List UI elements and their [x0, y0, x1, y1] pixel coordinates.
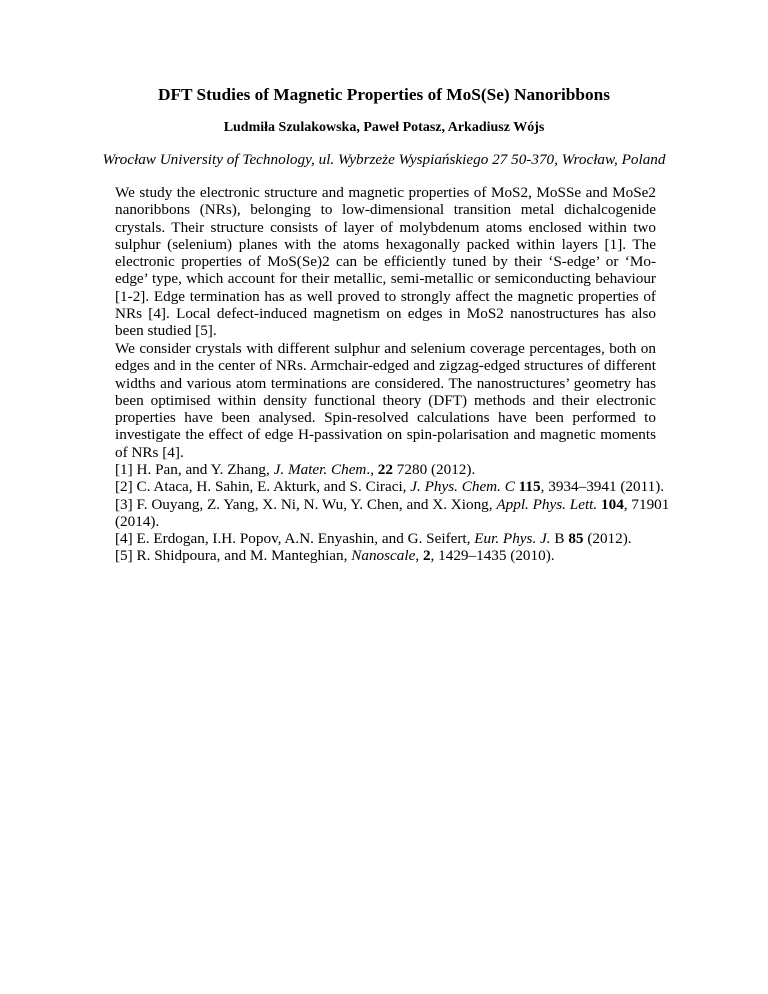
reference-volume: 22: [377, 461, 393, 478]
reference-item: [115, 496, 675, 531]
reference-authors: [2] C. Ataca, H. Sahin, E. Akturk, and S. Ciraci,: [115, 478, 411, 496]
reference-pages-year: , 3934–3941 (2011).: [540, 478, 665, 496]
reference-pages-year: 7280 (2012).: [392, 461, 476, 478]
reference-pages-year: , 1429–1435 (2010).: [430, 547, 555, 565]
reference-separator: ,: [415, 547, 423, 565]
reference-separator: .,: [366, 461, 378, 478]
reference-pages-year: (2012).: [583, 530, 632, 548]
reference-item: [115, 530, 675, 547]
reference-journal: Eur. Phys. J.: [474, 530, 551, 548]
reference-journal: J. Mater. Chem: [273, 461, 367, 478]
reference-journal: J. Phys. Chem. C: [410, 478, 515, 496]
reference-authors: [5] R. Shidpoura, and M. Manteghian,: [115, 547, 352, 565]
reference-authors: [1] H. Pan, and Y. Zhang,: [115, 461, 274, 478]
abstract-paragraph-2: We consider crystals with different sulphur and selenium coverage percentages, both on edges and in the center of NRs. Armchair-edged and zigzag-edged structures of different widths and various atom terminations are considered. The nanostructures’ geometry has been optimised within density functional theory (DFT) methods and their electronic properties have been analysed. Spin-resolved calculations have been performed to investigate the effect of edge H-passivation on spin-polarisation and magnetic moments of NRs [4].: [115, 340, 656, 461]
reference-volume: 85: [568, 530, 584, 548]
reference-pages-year: , 71901 (2014).: [115, 495, 670, 530]
reference-authors: [3] F. Ouyang, Z. Yang, X. Ni, N. Wu, Y. Chen, and X. Xiong,: [115, 495, 497, 513]
reference-separator: B: [550, 530, 569, 548]
reference-volume: 2: [422, 547, 431, 565]
reference-journal: Appl. Phys. Lett.: [496, 495, 598, 513]
paper-title: DFT Studies of Magnetic Properties of MoS(Se) Nanoribbons: [157, 85, 611, 104]
reference-authors: [4] E. Erdogan, I.H. Popov, A.N. Enyashin, and G. Seifert,: [115, 530, 475, 548]
reference-journal: Nanoscale: [351, 547, 416, 565]
reference-item: [115, 478, 675, 495]
reference-list: [115, 461, 675, 565]
reference-volume: 104: [601, 495, 624, 513]
affiliation: Wrocław University of Technology, ul. Wybrzeże Wyspiańskiego 27 50-370, Wrocław, Poland: [102, 151, 666, 168]
abstract-paragraph-1: We study the electronic structure and magnetic properties of MoS2, MoSSe and MoSe2 nanoribbons (NRs), belonging to low-dimensional transition metal dichalcogenide crystals. Their structure consists of layer of molybdenum atoms enclosed within two sulphur (selenium) planes with the atoms hexagonally packed within layers [1]. The electronic properties of MoS(Se)2 can be efficiently tuned by their ‘S-edge’ or ‘Mo-edge’ type, which account for their metallic, semi-metallic or semiconducting behaviour [1-2]. Edge termination has as well proved to strongly affect the magnetic properties of NRs [4]. Local defect-induced magnetism on edges in MoS2 nanostructures has also been studied [5].: [115, 184, 656, 340]
reference-volume: 115: [518, 478, 541, 496]
reference-item: [115, 461, 675, 478]
author-list: Ludmiła Szulakowska, Paweł Potasz, Arkadiusz Wójs: [223, 120, 545, 135]
reference-item: [115, 547, 675, 564]
